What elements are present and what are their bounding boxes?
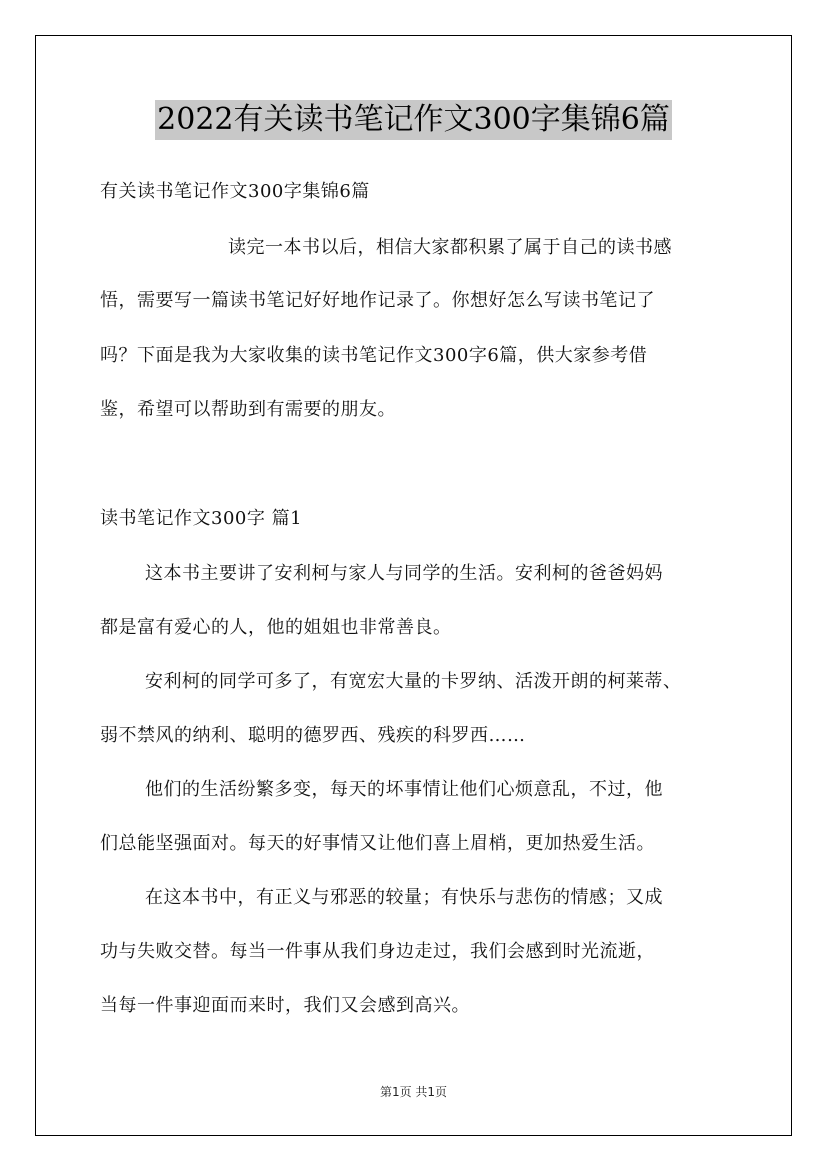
intro-line-1: 读完一本书以后，相信大家都积累了属于自己的读书感 — [228, 237, 672, 258]
body-line-3: 安利柯的同学可多了，有宽宏大量的卡罗纳、活泼开朗的柯莱蒂、 — [145, 671, 682, 692]
section-heading: 读书笔记作文300字 篇1 — [100, 508, 303, 529]
document-title-block — [0, 100, 827, 140]
body-line-9: 当每一件事迎面而来时，我们又会感到高兴。 — [100, 995, 470, 1016]
body-line-1: 这本书主要讲了安利柯与家人与同学的生活。安利柯的爸爸妈妈 — [145, 563, 663, 584]
body-line-4: 弱不禁风的纳利、聪明的德罗西、残疾的科罗西…… — [100, 725, 526, 746]
body-line-5: 他们的生活纷繁多变，每天的坏事情让他们心烦意乱，不过，他 — [145, 779, 663, 800]
intro-line-3: 吗？下面是我为大家收集的读书笔记作文300字6篇，供大家参考借 — [100, 345, 648, 366]
intro-line-4: 鉴，希望可以帮助到有需要的朋友。 — [100, 399, 396, 420]
page-footer: 第1页 共1页 — [379, 1085, 448, 1099]
body-line-7: 在这本书中，有正义与邪恶的较量；有快乐与悲伤的情感；又成 — [145, 887, 663, 908]
body-line-6: 们总能坚强面对。每天的好事情又让他们喜上眉梢，更加热爱生活。 — [100, 833, 655, 854]
body-line-2: 都是富有爱心的人，他的姐姐也非常善良。 — [100, 617, 452, 638]
document-title: 2022有关读书笔记作文300字集锦6篇 — [155, 100, 672, 140]
intro-line-2: 悟，需要写一篇读书笔记好好地作记录了。你想好怎么写读书笔记了 — [100, 290, 655, 311]
document-subtitle: 有关读书笔记作文300字集锦6篇 — [100, 181, 370, 202]
body-line-8: 功与失败交替。每当一件事从我们身边走过，我们会感到时光流逝， — [100, 941, 655, 962]
